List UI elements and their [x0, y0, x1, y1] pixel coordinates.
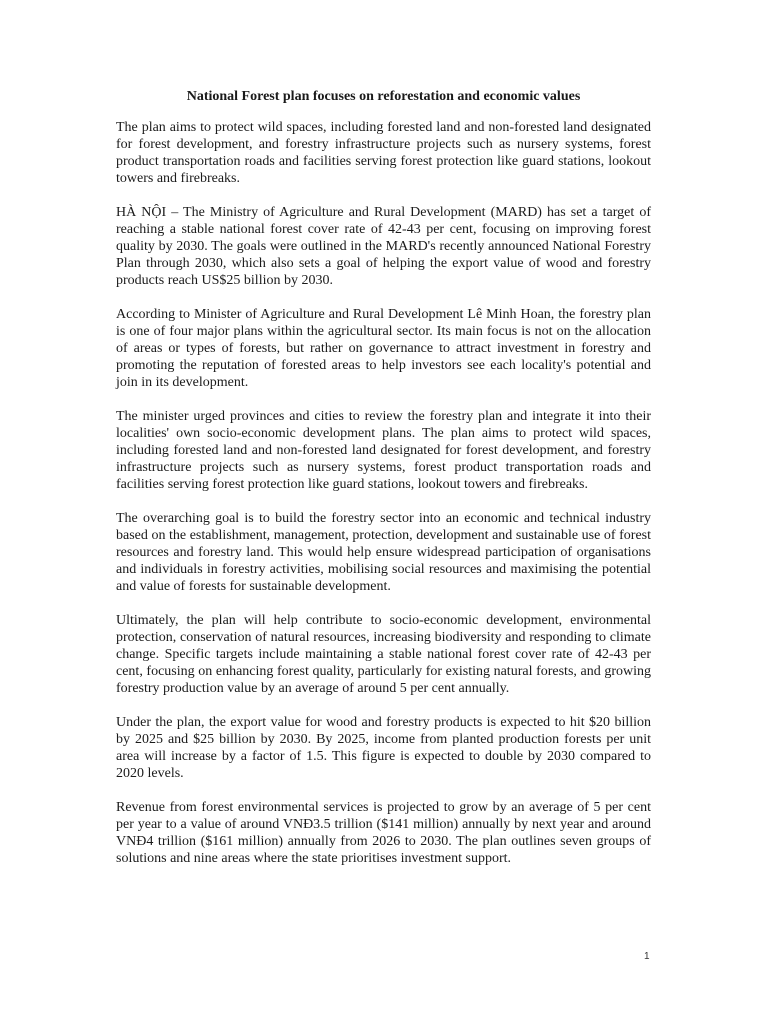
- paragraph-environmental-services: Revenue from forest environmental services is projected to grow by an average of 5 per cent per year to a value of around VNĐ3.5 trillion ($141 million) annually by next year and around VNĐ4 trillion ($161 million) annually from 2026 to 2030. The plan outlines seven groups of solutions and nine areas where the state prioritises investment support.: [116, 800, 651, 866]
- paragraph-mard-target: HÀ NỘI – The Ministry of Agriculture and Rural Development (MARD) has set a target of reaching a stable national forest cover rate of 42-43 per cent, focusing on improving forest quality by 2030. The goals were outlined in the MARD's recently announced National Forestry Plan through 2030, which also sets a goal of helping the export value of wood and forestry products reach US$25 billion by 2030.: [116, 205, 651, 288]
- page-number: 1: [644, 951, 650, 962]
- document-page: [116, 88, 651, 884]
- document-title: National Forest plan focuses on reforestation and economic values: [186, 89, 581, 104]
- paragraph-provinces-review: The minister urged provinces and cities to review the forestry plan and integrate it into their localities' own socio-economic development plans. The plan aims to protect wild spaces, including forested land and non-forested land designated for forest development, and forestry infrastructure projects such as nursery systems, forest product transportation roads and facilities serving forest protection like guard stations, lookout towers and firebreaks.: [116, 409, 651, 492]
- paragraph-minister-statement: According to Minister of Agriculture and Rural Development Lê Minh Hoan, the forestry plan is one of four major plans within the agricultural sector. Its main focus is not on the allocation of areas or types of forests, but rather on governance to attract investment in forestry and promoting the reputation of forested areas to help investors see each locality's potential and join in its development.: [116, 307, 651, 390]
- paragraph-overarching-goal: The overarching goal is to build the forestry sector into an economic and technical industry based on the establishment, management, protection, development and sustainable use of forest resources and forestry land. This would help ensure widespread participation of organisations and individuals in forestry activities, mobilising social resources and maximising the potential and value of forests for sustainable development.: [116, 511, 651, 594]
- paragraph-summary: The plan aims to protect wild spaces, including forested land and non-forested land designated for forest development, and forestry infrastructure projects such as nursery systems, forest product transportation roads and facilities serving forest protection like guard stations, lookout towers and firebreaks.: [116, 120, 651, 186]
- paragraph-export-value: Under the plan, the export value for wood and forestry products is expected to hit $20 billion by 2025 and $25 billion by 2030. By 2025, income from planted production forests per unit area will increase by a factor of 1.5. This figure is expected to double by 2030 compared to 2020 levels.: [116, 715, 651, 781]
- paragraph-specific-targets: Ultimately, the plan will help contribute to socio-economic development, environmental protection, conservation of natural resources, increasing biodiversity and responding to climate change. Specific targets include maintaining a stable national forest cover rate of 42-43 per cent, focusing on enhancing forest quality, particularly for existing natural forests, and growing forestry production value by an average of around 5 per cent annually.: [116, 613, 651, 696]
